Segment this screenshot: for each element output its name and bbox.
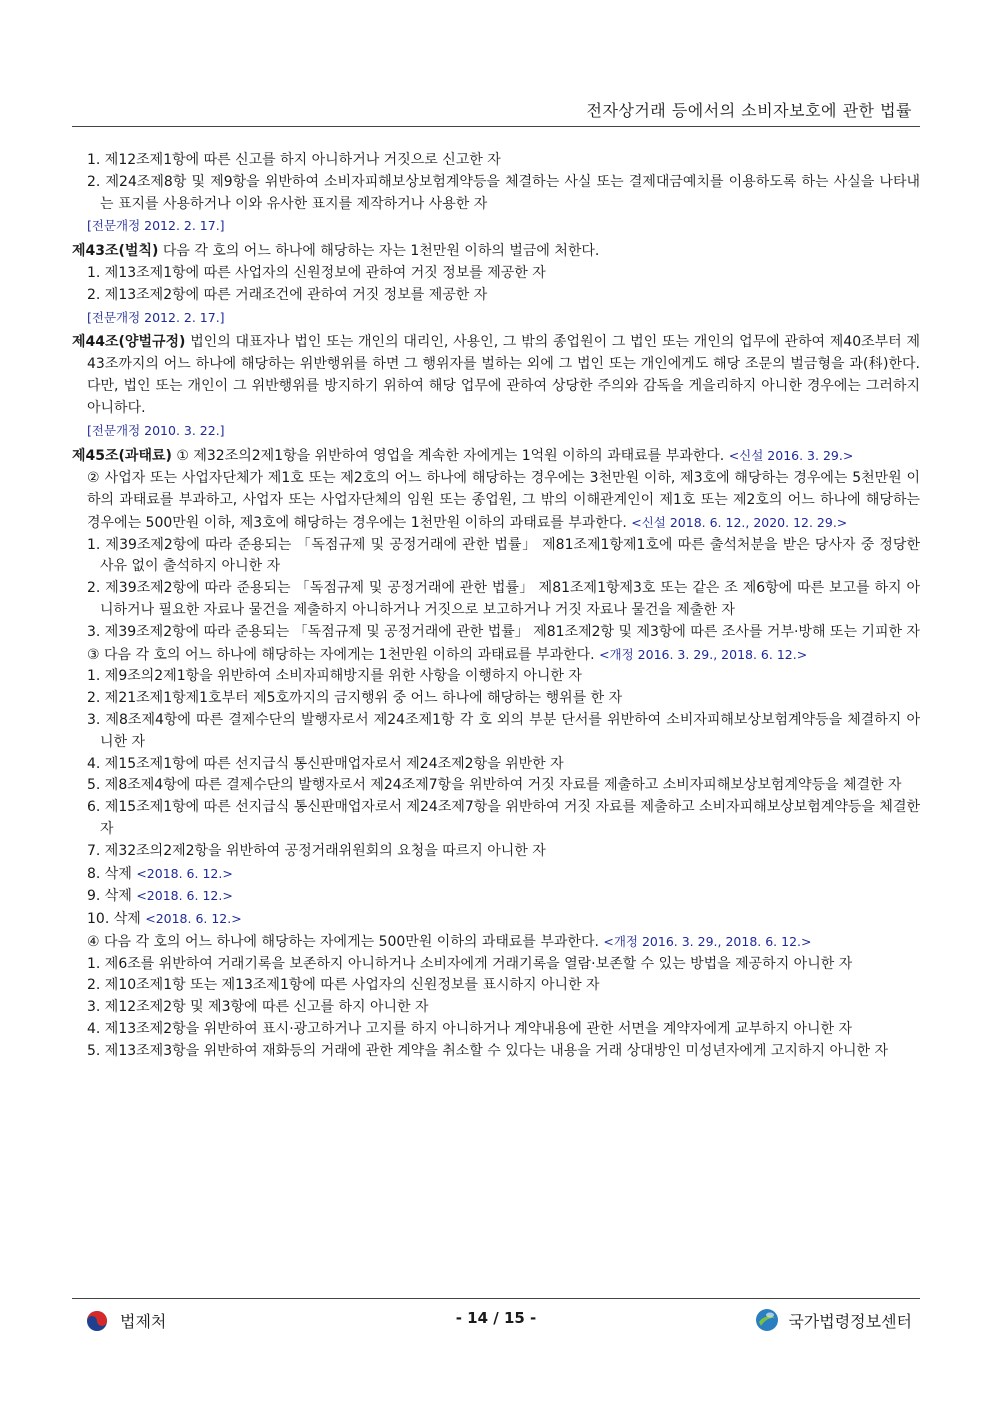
- item-text: 7. 제32조의2제2항을 위반하여 공정거래위원회의 요청을 따르지 아니한 자: [87, 842, 546, 859]
- amendment-note: <개정 2016. 3. 29., 2018. 6. 12.>: [599, 646, 808, 662]
- amendment-note: <2018. 6. 12.>: [136, 865, 233, 881]
- article-43: [72, 241, 920, 263]
- list-item: [72, 754, 920, 776]
- item-text: 9. 삭제: [87, 888, 137, 905]
- item-text: 4. 제15조제1항에 따른 선지급식 통신판매업자로서 제24조제2항을 위반한 자: [87, 755, 564, 772]
- item-text: 10. 삭제: [87, 911, 146, 928]
- item-text: 5. 제8조제4항에 따른 결제수단의 발행자로서 제24조제7항을 위반하여 거짓 자료를 제출하고 소비자피해보상보험계약등을 체결한 자: [87, 777, 902, 794]
- list-item: [72, 885, 920, 908]
- list-item: [72, 688, 920, 710]
- page-header: [72, 96, 920, 127]
- footer-right: [754, 1307, 912, 1333]
- paragraph-text: ④ 다음 각 호의 어느 하나에 해당하는 자에게는 500만원 이하의 과태료를 부과한다.: [87, 933, 604, 950]
- list-item: [72, 908, 920, 931]
- paragraph-text: ③ 다음 각 호의 어느 하나에 해당하는 자에게는 1천만원 이하의 과태료를 부과한다.: [87, 646, 600, 663]
- page-number: - 14 / 15 -: [455, 1309, 537, 1327]
- amendment-note: <개정 2016. 3. 29., 2018. 6. 12.>: [603, 933, 812, 949]
- list-item: 1. 제12조제1항에 따른 신고를 하지 아니하거나 거짓으로 신고한 자: [87, 152, 501, 168]
- list-item: 1. 제39조제2항에 따라 준용되는 「독점규제 및 공정거래에 관한 법률」 제81조제1항제1호에 따른 출석처분을 받은 당사자 중 정당한 사유 없이 출석하지 아니한 자: [87, 536, 920, 575]
- list-item: 2. 제10조제1항 또는 제13조제1항에 따른 사업자의 신원정보를 표시하지 아니한 자: [87, 977, 600, 994]
- list-item: 4. 제13조제2항을 위반하여 표시·광고하거나 고지를 하지 아니하거나 계약내용에 관한 서면을 계약자에게 교부하지 아니한 자: [87, 1021, 853, 1038]
- item-text: 2. 제21조제1항제1호부터 제5호까지의 금지행위 중 어느 하나에 해당하는 행위를 한 자: [87, 690, 623, 707]
- amendment-note: <신설 2018. 6. 12., 2020. 12. 29.>: [631, 514, 848, 530]
- list-item: 1. 제6조를 위반하여 거래기록을 보존하지 아니하거나 소비자에게 거래기록을 열람·보존할 수 있는 방법을 제공하지 아니한 자: [87, 955, 853, 972]
- list-item: 2. 제39조제2항에 따라 준용되는 「독점규제 및 공정거래에 관한 법률」 제81조제1항제3호 또는 같은 조 제6항에 따른 보고를 하지 아니하거나 필요한 자료나 물건을 제출하지 아니하거나 거짓으로 보고하거나 거짓 자료나 물건을 제출한 자: [87, 580, 920, 618]
- article-45: [72, 445, 920, 468]
- list-item: 3. 제39조제2항에 따라 준용되는 「독점규제 및 공정거래에 관한 법률」 제81조제2항 및 제3항에 따른 조사를 거부·방해 또는 기피한 자: [87, 623, 920, 640]
- list-item: 3. 제12조제2항 및 제3항에 따른 신고를 하지 아니한 자: [87, 999, 429, 1016]
- amendment-note: [전문개정 2012. 2. 17.]: [87, 309, 225, 325]
- paragraph-4: [72, 931, 920, 954]
- paragraph-text: ② 사업자 또는 사업자단체가 제1호 또는 제2호의 어느 하나에 해당하는 경우에는 3천만원 이하, 제3호에 해당하는 경우에는 5천만원 이하의 과태료를 부과하고, 사업자 또는 사업자단체의 임원 또는 종업원, 그 밖의 이해관계인이 제1호 또는 제2호의 어느 하나에 해당하는 경우에는 500만원 이하, 제3호에 해당하는 경우에는 1천만원 이하의 과태료를 부과한다.: [87, 470, 920, 531]
- list-item: [72, 775, 920, 797]
- amendment-note: <신설 2016. 3. 29.>: [728, 448, 854, 464]
- article-44: [72, 332, 920, 419]
- globe-logo-icon: [754, 1307, 780, 1333]
- page-footer: [72, 1298, 920, 1339]
- paragraph-2: [72, 468, 920, 534]
- item-text: 6. 제15조제1항에 따른 선지급식 통신판매업자로서 제24조제7항을 위반하여 거짓 자료를 제출하고 소비자피해보상보험계약등을 체결한 자: [87, 799, 920, 837]
- law-content: [72, 150, 920, 1063]
- article-title: 제44조(양벌규정): [72, 334, 186, 351]
- list-item: [72, 863, 920, 886]
- paragraph-1: ① 제32조의2제1항을 위반하여 영업을 계속한 자에게는 1억원 이하의 과태료를 부과한다.: [171, 448, 729, 465]
- article-text: 다음 각 호의 어느 하나에 해당하는 자는 1천만원 이하의 벌금에 처한다.: [158, 243, 600, 260]
- list-item: [72, 710, 920, 754]
- article-title: 제43조(벌칙): [72, 243, 159, 260]
- footer-org-left: 법제처: [120, 1312, 167, 1331]
- list-item: 2. 제13조제2항에 따른 거래조건에 관하여 거짓 정보를 제공한 자: [87, 286, 488, 303]
- item-text: 1. 제9조의2제1항을 위반하여 소비자피해방지를 위한 사항을 이행하지 아니한 자: [87, 668, 582, 685]
- amendment-note: [전문개정 2010. 3. 22.]: [87, 422, 225, 438]
- amendment-note: [전문개정 2012. 2. 17.]: [87, 218, 225, 234]
- item-text: 8. 삭제: [87, 865, 137, 882]
- amendment-note: <2018. 6. 12.>: [136, 888, 233, 904]
- paragraph-3: [72, 644, 920, 667]
- list-item: [72, 797, 920, 841]
- document-title: 전자상거래 등에서의 소비자보호에 관한 법률: [586, 101, 912, 120]
- footer-org-right: 국가법령정보센터: [788, 1311, 912, 1331]
- list-item: 2. 제24조제8항 및 제9항을 위반하여 소비자피해보상보험계약등을 체결하는 사실 또는 결제대금예치를 이용하도록 하는 사실을 나타내는 표지를 사용하거나 이와 유사한 표지를 제작하거나 사용한 자: [87, 173, 920, 212]
- article-title: 제45조(과태료): [72, 448, 172, 465]
- item-text: 3. 제8조제4항에 따른 결제수단의 발행자로서 제24조제1항 각 호 외의 부분 단서를 위반하여 소비자피해보상보험계약등을 체결하지 아니한 자: [87, 711, 920, 750]
- article-text: 법인의 대표자나 법인 또는 개인의 대리인, 사용인, 그 밖의 종업원이 그 법인 또는 개인의 업무에 관하여 제40조부터 제43조까지의 어느 하나에 해당하는 위반행위를 하면 그 행위자를 벌하는 외에 그 법인 또는 개인에게도 해당 조문의 벌금형을 과(科)한다. 다만, 법인 또는 개인이 그 위반행위를 방지하기 위하여 해당 업무에 관하여 상당한 주의와 감독을 게을리하지 아니한 경우에는 그러하지 아니하다.: [87, 334, 920, 416]
- list-item: 5. 제13조제3항을 위반하여 재화등의 거래에 관한 계약을 취소할 수 있다는 내용을 거래 상대방인 미성년자에게 고지하지 아니한 자: [87, 1042, 889, 1059]
- list-item: [72, 841, 920, 863]
- list-item: 1. 제13조제1항에 따른 사업자의 신원정보에 관하여 거짓 정보를 제공한 자: [87, 264, 546, 281]
- amendment-note: <2018. 6. 12.>: [145, 911, 242, 927]
- list-item: [72, 666, 920, 688]
